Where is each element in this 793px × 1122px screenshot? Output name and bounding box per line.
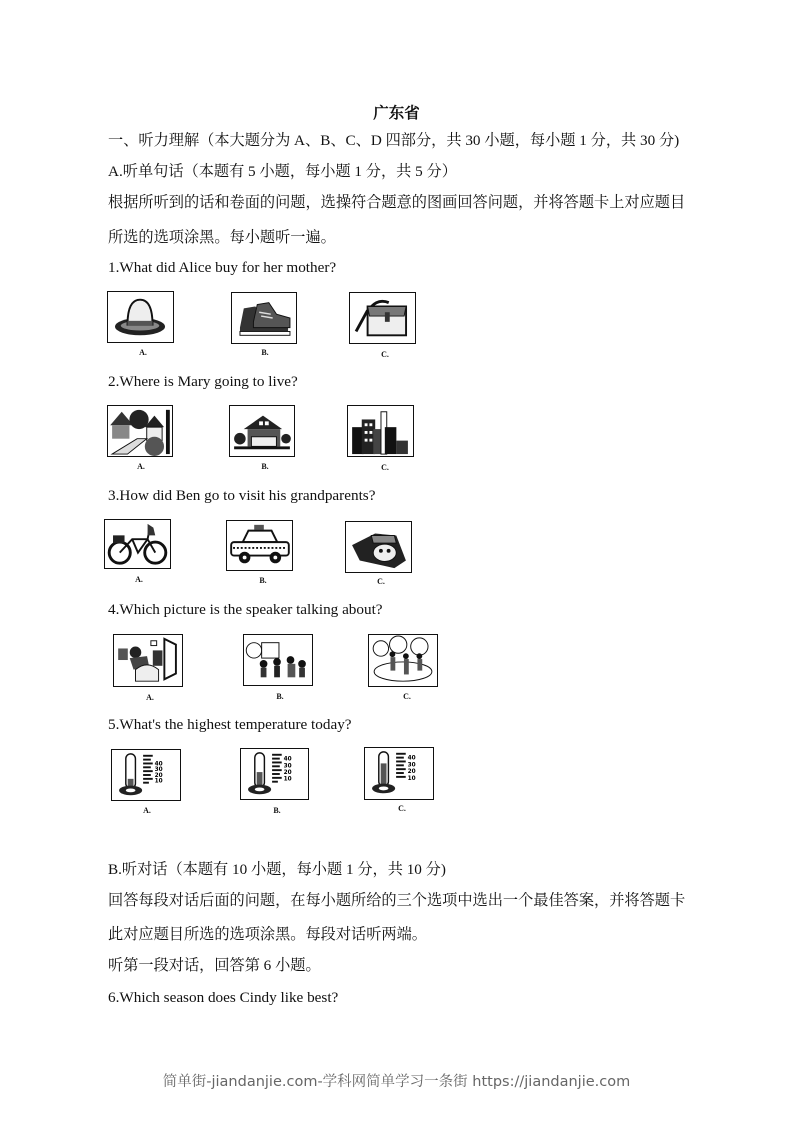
option-3a-image[interactable]	[104, 519, 171, 569]
page-title: 广东省	[373, 105, 420, 122]
taxi-icon	[227, 521, 292, 570]
option-label: C.	[377, 577, 385, 586]
option-label: A.	[137, 462, 145, 471]
option-2b-image[interactable]	[229, 405, 295, 457]
option-1a-image[interactable]	[107, 291, 174, 343]
svg-text:20: 20	[154, 772, 163, 779]
svg-text:40: 40	[283, 756, 292, 763]
svg-text:30: 30	[407, 762, 416, 769]
svg-text:10: 10	[154, 778, 163, 785]
option-label: C.	[398, 804, 406, 813]
thermometer-icon	[112, 750, 180, 800]
option-label: B.	[273, 806, 281, 815]
option-5c-image[interactable]	[364, 747, 434, 800]
question-6: 6.Which season does Cindy like best?	[108, 989, 339, 1006]
part-a-instructions-cont: 所选的选项涂黑。每小题听一遍。	[108, 229, 336, 246]
street-crowd-icon	[244, 635, 312, 685]
park-people-icon	[369, 635, 437, 686]
thermometer-icon	[365, 748, 433, 799]
option-label: C.	[381, 463, 389, 472]
part-a-instructions: 根据所听到的话和卷面的问题，选操符合题意的图画回答问题，并将答题卡上对应题目	[108, 194, 686, 211]
bicycle-icon	[105, 520, 170, 568]
question-2: 2.Where is Mary going to live?	[108, 373, 298, 390]
question-5: 5.What's the highest temperature today?	[108, 716, 352, 733]
question-3: 3.How did Ben go to visit his grandparents?	[108, 487, 376, 504]
indoor-scene-icon	[114, 635, 182, 686]
option-3c-image[interactable]	[345, 521, 412, 573]
svg-text:10: 10	[407, 775, 416, 782]
house-icon	[230, 406, 294, 456]
option-1c-image[interactable]	[349, 292, 416, 344]
option-label: B.	[259, 576, 267, 585]
part-b-instructions-cont: 此对应题目所选的选项涂黑。每段对话听两端。	[108, 926, 427, 943]
briefcase-icon	[350, 293, 415, 343]
option-5a-image[interactable]	[111, 749, 181, 801]
city-buildings-icon	[348, 406, 413, 456]
svg-text:10: 10	[283, 776, 292, 783]
option-label: B.	[261, 462, 269, 471]
svg-text:40: 40	[154, 761, 163, 768]
option-4c-image[interactable]	[368, 634, 438, 687]
thermometer-icon	[241, 749, 308, 799]
option-label: A.	[139, 348, 147, 357]
option-label: A.	[146, 693, 154, 702]
hat-icon	[108, 292, 173, 342]
part-b-instructions: 回答每段对话后面的问题，在每小题所给的三个选项中选出一个最佳答案，并将答题卡	[108, 892, 686, 909]
part-b-heading: B.听对话（本题有 10 小题，每小题 1 分，共 10 分)	[108, 861, 446, 878]
footer-watermark: 简单街-jiandanjie.com-学科网简单学习一条街 https://jiandanjie.com	[162, 1074, 631, 1090]
option-label: C.	[403, 692, 411, 701]
village-icon	[108, 406, 172, 456]
option-4b-image[interactable]	[243, 634, 313, 686]
svg-text:30: 30	[283, 763, 292, 770]
svg-text:40: 40	[407, 755, 416, 762]
option-5b-image[interactable]	[240, 748, 309, 800]
question-4: 4.Which picture is the speaker talking about?	[108, 601, 383, 618]
option-label: C.	[381, 350, 389, 359]
sneakers-icon	[232, 293, 296, 343]
option-1b-image[interactable]	[231, 292, 297, 344]
train-icon	[346, 522, 411, 572]
svg-text:20: 20	[283, 770, 292, 776]
section-heading: 一、听力理解（本大题分为 A、B、C、D 四部分，共 30 小题，每小题 1 分，共 30 分)	[108, 132, 680, 149]
svg-text:20: 20	[407, 769, 416, 776]
option-label: B.	[276, 692, 284, 701]
option-4a-image[interactable]	[113, 634, 183, 687]
question-1: 1.What did Alice buy for her mother?	[108, 259, 337, 276]
option-2c-image[interactable]	[347, 405, 414, 457]
option-2a-image[interactable]	[107, 405, 173, 457]
option-label: B.	[261, 348, 269, 357]
option-label: A.	[135, 575, 143, 584]
option-3b-image[interactable]	[226, 520, 293, 571]
part-a-heading: A.听单句话（本题有 5 小题，每小题 1 分，共 5 分）	[108, 163, 457, 180]
svg-text:30: 30	[154, 767, 163, 774]
option-label: A.	[143, 806, 151, 815]
dialogue-intro: 听第一段对话，回答第 6 小题。	[108, 957, 321, 974]
